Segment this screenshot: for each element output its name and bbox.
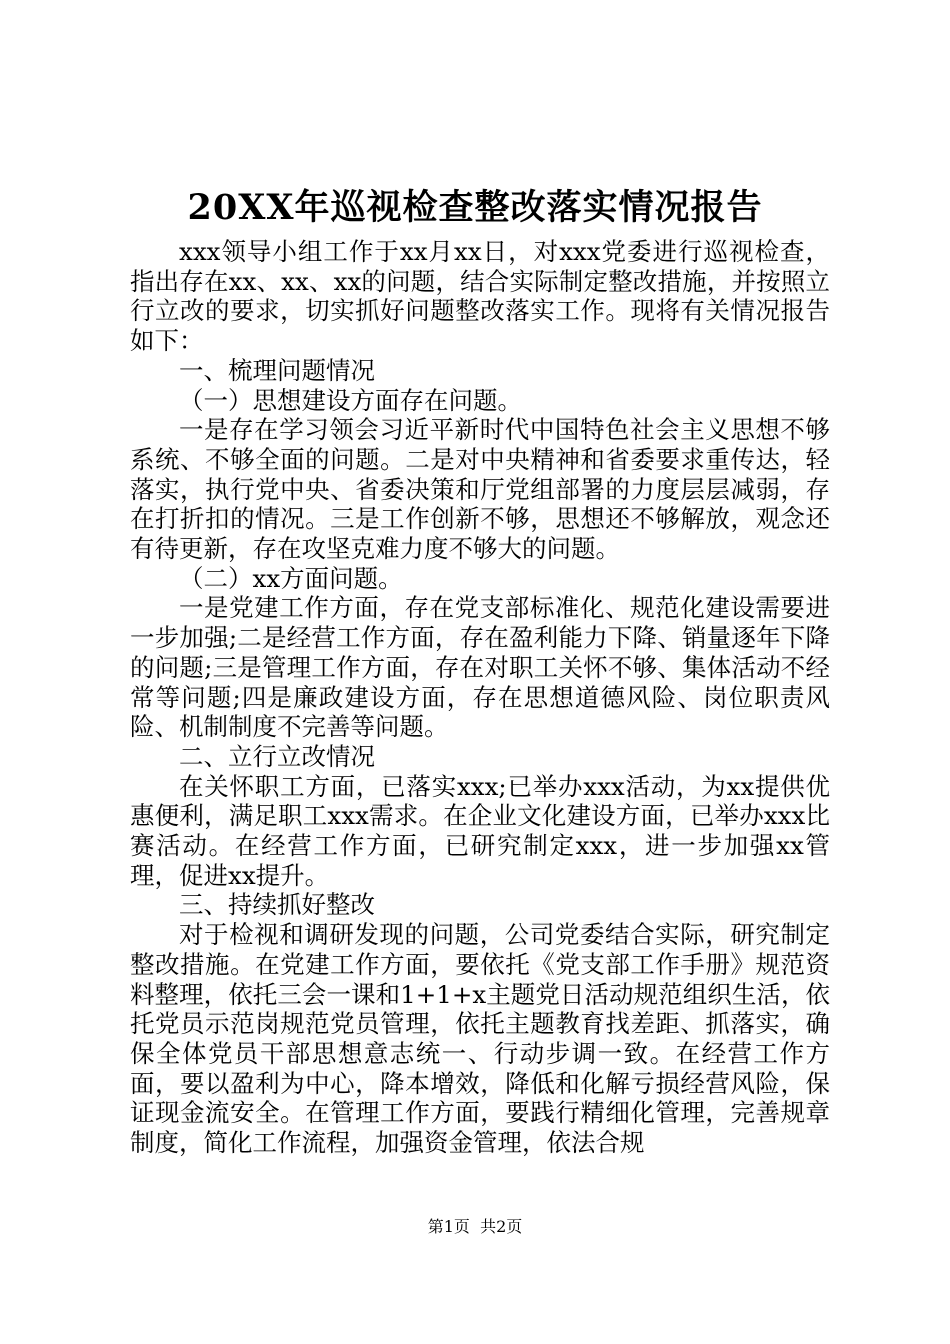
body-paragraph: 一是党建工作方面，存在党支部标准化、规范化建设需要进一步加强;二是经营工作方面，存在盈利能力下降、销量逐年下降的问题;三是管理工作方面，存在对职工关怀不够、集体活动不经常等问题;四是廉政建设方面，存在思想道德风险、岗位职责风险、机制制度不完善等问题。 bbox=[130, 593, 830, 742]
subsection-heading-2: （二）xx方面问题。 bbox=[179, 563, 403, 593]
section-heading-1: 一、梳理问题情况 bbox=[179, 355, 375, 385]
section-heading-3: 三、持续抓好整改 bbox=[179, 890, 375, 920]
section-heading-2: 二、立行立改情况 bbox=[179, 741, 375, 771]
body-paragraph: 一是存在学习领会习近平新时代中国特色社会主义思想不够系统、不够全面的问题。二是对中央精神和省委要求重传达，轻落实，执行党中央、省委决策和厅党组部署的力度层层减弱，存在打折扣的情况。三是工作创新不够，思想还不够解放，观念还有待更新，存在攻坚克难力度不够大的问题。 bbox=[130, 415, 830, 564]
page-footer bbox=[0, 1215, 950, 1239]
body-paragraph: 对于检视和调研发现的问题，公司党委结合实际，研究制定整改措施。在党建工作方面，要依托《党支部工作手册》规范资料整理，依托三会一课和1+1+x主题党日活动规范组织生活，依托党员示范岗规范党员管理，依托主题教育找差距、抓落实，确保全体党员干部思想意志统一、行动步调一致。在经营工作方面，要以盈利为中心，降本增效，降低和化解亏损经营风险，保证现金流安全。在管理工作方面，要践行精细化管理，完善规章制度，简化工作流程，加强资金管理，依法合规 bbox=[130, 920, 830, 1158]
intro-paragraph: xxx领导小组工作于xx月xx日，对xxx党委进行巡视检查，指出存在xx、xx、xx的问题，结合实际制定整改措施，并按照立行立改的要求，切实抓好问题整改落实工作。现将有关情况报告如下： bbox=[130, 237, 830, 356]
document-title: 20XX年巡视检查整改落实情况报告 bbox=[187, 187, 763, 228]
document-body bbox=[130, 237, 830, 1158]
page-number: 第1页 bbox=[427, 1217, 470, 1236]
page-total: 共2页 bbox=[480, 1217, 523, 1236]
subsection-heading-1: （一）思想建设方面存在问题。 bbox=[179, 385, 522, 415]
body-paragraph: 在关怀职工方面，已落实xxx;已举办xxx活动，为xx提供优惠便利，满足职工xxx需求。在企业文化建设方面，已举办xxx比赛活动。在经营工作方面，已研究制定xxx，进一步加强xx管理，促进xx提升。 bbox=[130, 771, 830, 890]
